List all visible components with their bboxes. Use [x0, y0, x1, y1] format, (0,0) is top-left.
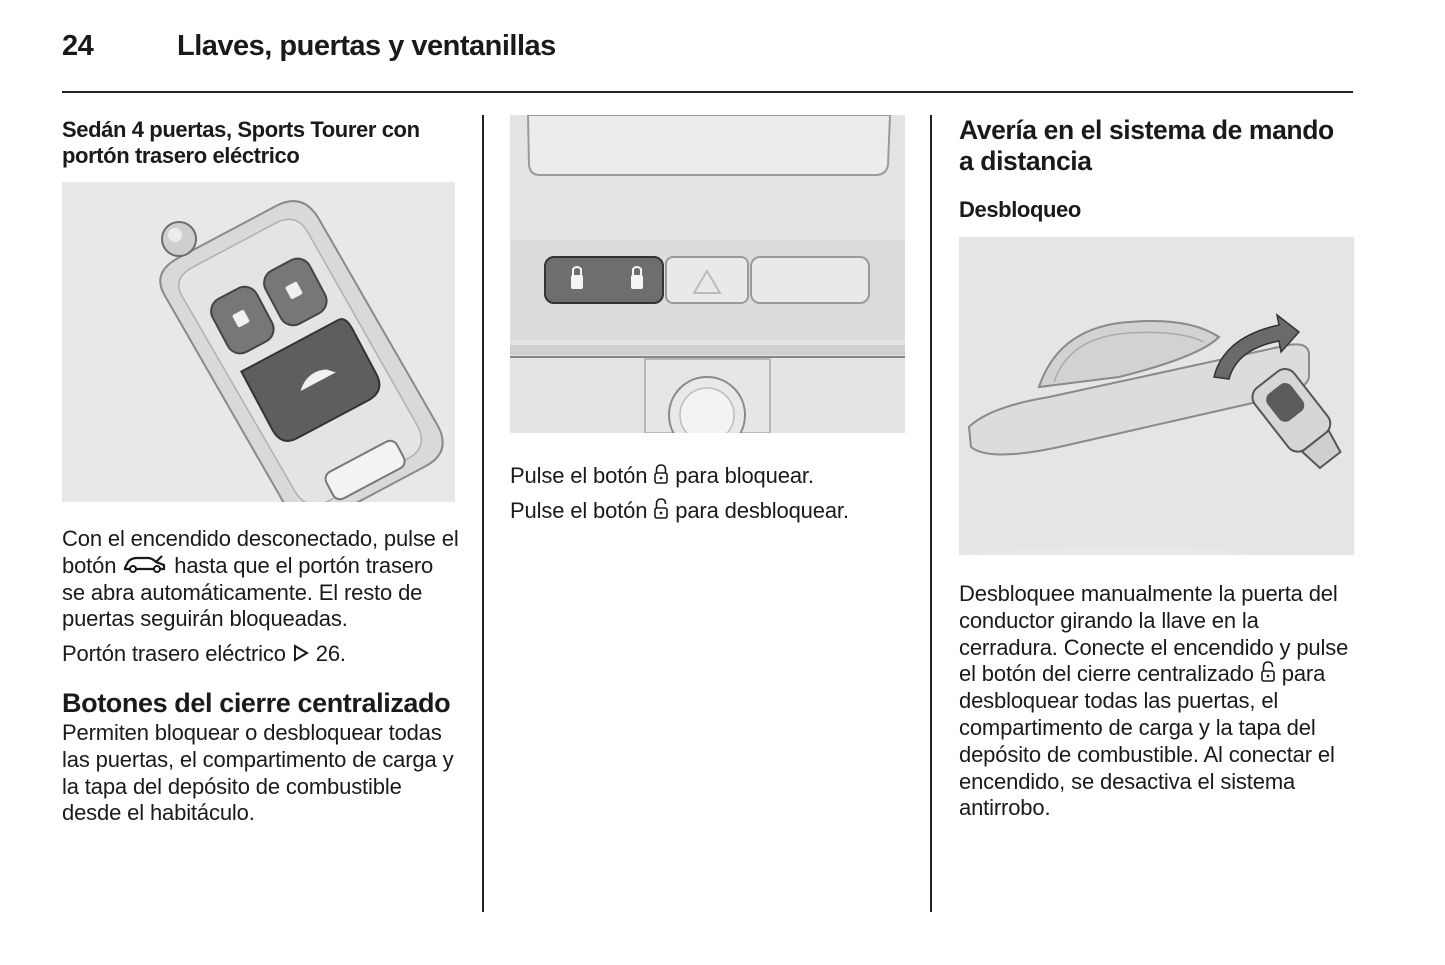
text-segment: Pulse el botón — [510, 498, 654, 523]
text-segment: Pulse el botón — [510, 463, 654, 488]
column-divider-1 — [482, 115, 484, 912]
text-segment: para desbloquear. — [669, 498, 849, 523]
column-1 — [62, 115, 462, 827]
column-2 — [510, 115, 910, 528]
text-segment: Desbloquee manualmente la puerta del conductor girando la llave en la cerradura. Conecte el encendido y pulse el botón del cierre centralizado — [959, 581, 1349, 687]
unlock-icon — [653, 498, 669, 520]
subheading-sedan: Sedán 4 puertas, Sports Tourer con portón trasero eléctrico — [62, 117, 420, 168]
heading-central-lock: Botones del cierre centralizado — [62, 687, 451, 718]
key-fob-figure — [62, 182, 455, 502]
tailgate-car-icon — [122, 553, 168, 575]
paragraph-unlock — [510, 493, 910, 528]
heading-remote-failure: Avería en el sistema de mando a distancia — [959, 115, 1334, 176]
column-3 — [959, 115, 1354, 822]
paragraph-central-lock: Permiten bloquear o desbloquear todas las puertas, el compartimento de carga y la tapa del depósito de combustible desde el habitáculo. — [62, 719, 454, 826]
text-segment: para bloquear. — [669, 463, 814, 488]
text-segment: hasta que el portón trasero se abra automáticamente. El resto de puertas seguirán bloqueadas. — [62, 552, 434, 632]
lock-icon — [653, 463, 669, 485]
chapter-title: Llaves, puertas y ventanillas — [177, 30, 556, 62]
door-handle-figure — [959, 237, 1354, 555]
arrow-reference-icon — [292, 643, 310, 663]
column-divider-2 — [930, 115, 932, 912]
text-segment: Portón trasero eléctrico — [62, 641, 292, 667]
paragraph-manual-unlock — [959, 581, 1354, 822]
central-lock-buttons-figure — [510, 115, 905, 433]
text-segment: 26. — [309, 641, 346, 667]
paragraph-tailgate — [62, 526, 462, 633]
subheading-unlock: Desbloqueo — [959, 197, 1081, 222]
unlock-icon — [1260, 661, 1276, 683]
paragraph-lock — [510, 458, 910, 493]
header-rule — [62, 91, 1353, 93]
page-number: 24 — [62, 30, 94, 62]
text-segment: Con el encendido desconectado, pulse el botón — [62, 526, 459, 578]
paragraph-reference — [62, 641, 462, 668]
text-segment: para desbloquear todas las puertas, el compartimento de carga y la tapa del depósito de combustible. Al conectar el encendido, se desactiva el sistema antirrobo. — [959, 661, 1335, 821]
